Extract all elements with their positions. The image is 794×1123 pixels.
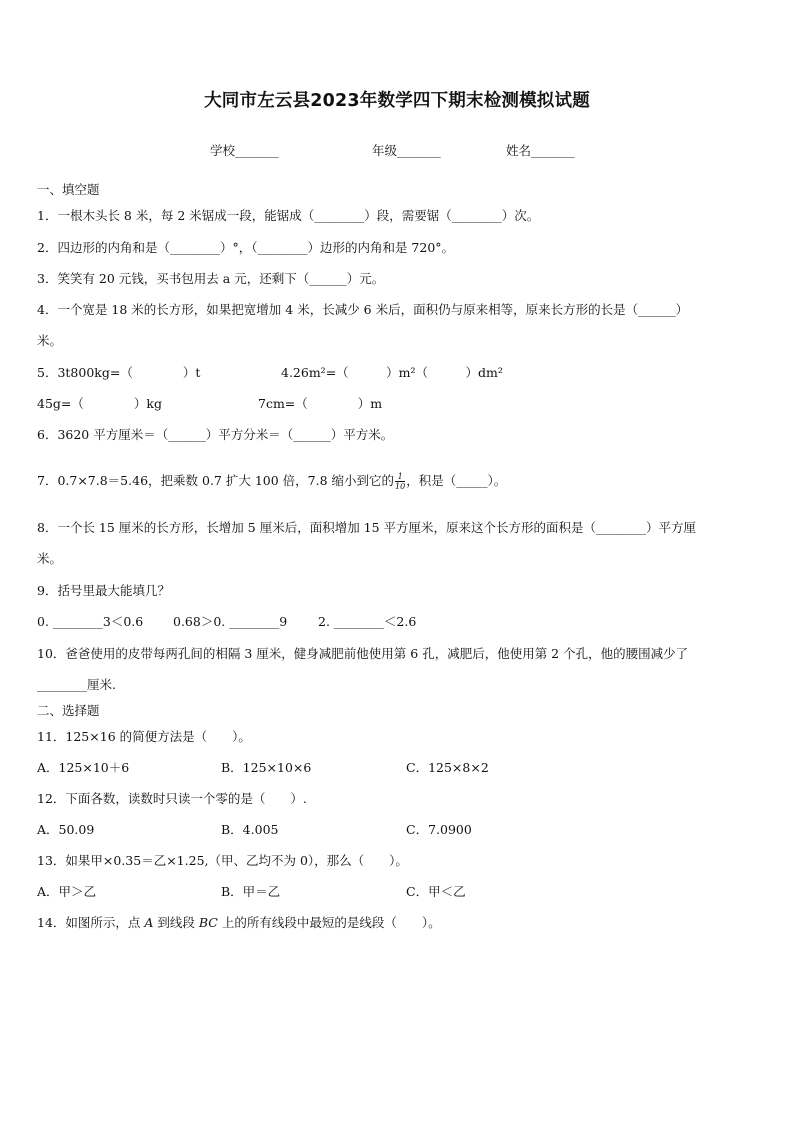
question-14-tail: 上的所有线段中最短的是线段（ ）。 [217, 915, 441, 930]
question-9-item-3: 2. ________＜2.6 [318, 614, 417, 629]
question-14 [37, 915, 441, 931]
question-5-part-3: 45g=（ ）kg [37, 396, 162, 411]
page-title: 大同市左云县2023年数学四下期末检测模拟试题 [204, 91, 590, 111]
segment-bc-label: BC [198, 915, 218, 930]
section-fill-in: 一、填空题 [37, 182, 100, 197]
question-11-option-b: B．125×10×6 [221, 760, 312, 775]
question-5-part-4: 7cm=（ ）m [258, 396, 383, 411]
question-13-option-c: C．甲＜乙 [406, 884, 466, 899]
grade-field: 年级_______ [372, 143, 441, 158]
question-5-part-2: 4.26m²=（ ）m²（ ）dm² [281, 365, 503, 380]
question-12-option-c: C．7.0900 [406, 822, 472, 837]
question-9-item-2: 0.68＞0. ________9 [173, 614, 288, 629]
question-8-cont: 米。 [37, 551, 63, 566]
section-multiple-choice: 二、选择题 [37, 703, 100, 718]
fraction-denominator: 10 [395, 482, 406, 491]
question-4-cont: 米。 [37, 333, 63, 348]
school-field: 学校_______ [210, 143, 279, 158]
question-10-cont: ________厘米. [37, 677, 116, 692]
question-14-text: 14．如图所示，点 [37, 915, 145, 930]
question-2: 2．四边形的内角和是（________）°，（________）边形的内角和是 720°。 [37, 240, 455, 255]
question-3: 3．笑笑有 20 元钱，买书包用去 a 元，还剩下（______）元。 [37, 271, 385, 286]
question-1: 1．一根木头长 8 米，每 2 米锯成一段，能锯成（________）段，需要锯（________）次。 [37, 208, 540, 223]
question-7 [37, 472, 506, 491]
question-7-tail: ，积是（_____）。 [406, 473, 507, 488]
fraction-numerator: 1 [395, 472, 405, 482]
question-9-item-1: 0. ________3＜0.6 [37, 614, 144, 629]
question-9: 9．括号里最大能填几？ [37, 583, 170, 598]
question-14-mid: 到线段 [153, 915, 199, 930]
name-field: 姓名_______ [506, 143, 575, 158]
question-13: 13．如果甲×0.35＝乙×1.25,（甲、乙均不为 0），那么（ ）。 [37, 853, 408, 868]
point-a-label: A [144, 915, 154, 930]
question-8: 8．一个长 15 厘米的长方形，长增加 5 厘米后，面积增加 15 平方厘米，原来这个长方形的面积是（________）平方厘 [37, 520, 697, 535]
question-11-option-a: A．125×10＋6 [37, 760, 130, 775]
question-4: 4．一个宽是 18 米的长方形，如果把宽增加 4 米，长减少 6 米后，面积仍与原来相等，原来长方形的长是（______） [37, 302, 689, 317]
fraction-one-tenth [395, 472, 405, 491]
question-7-text: 7．0.7×7.8＝5.46，把乘数 0.7 扩大 100 倍，7.8 缩小到它的 [37, 473, 395, 488]
question-11-option-c: C．125×8×2 [406, 760, 489, 775]
question-13-option-b: B．甲＝乙 [221, 884, 281, 899]
question-13-option-a: A．甲＞乙 [37, 884, 97, 899]
question-12-option-a: A．50.09 [37, 822, 95, 837]
question-5-part-1: 5．3t800kg=（ ）t [37, 365, 201, 380]
question-12: 12．下面各数，读数时只读一个零的是（ ）. [37, 791, 307, 806]
question-11: 11．125×16 的简便方法是（ ）。 [37, 729, 251, 744]
question-10: 10．爸爸使用的皮带每两孔间的相隔 3 厘米，健身减肥前他使用第 6 孔，减肥后，他使用第 2 个孔，他的腰围减少了 [37, 646, 689, 661]
question-6: 6．3620 平方厘米＝（______）平方分米＝（______）平方米。 [37, 427, 394, 442]
question-12-option-b: B．4.005 [221, 822, 279, 837]
